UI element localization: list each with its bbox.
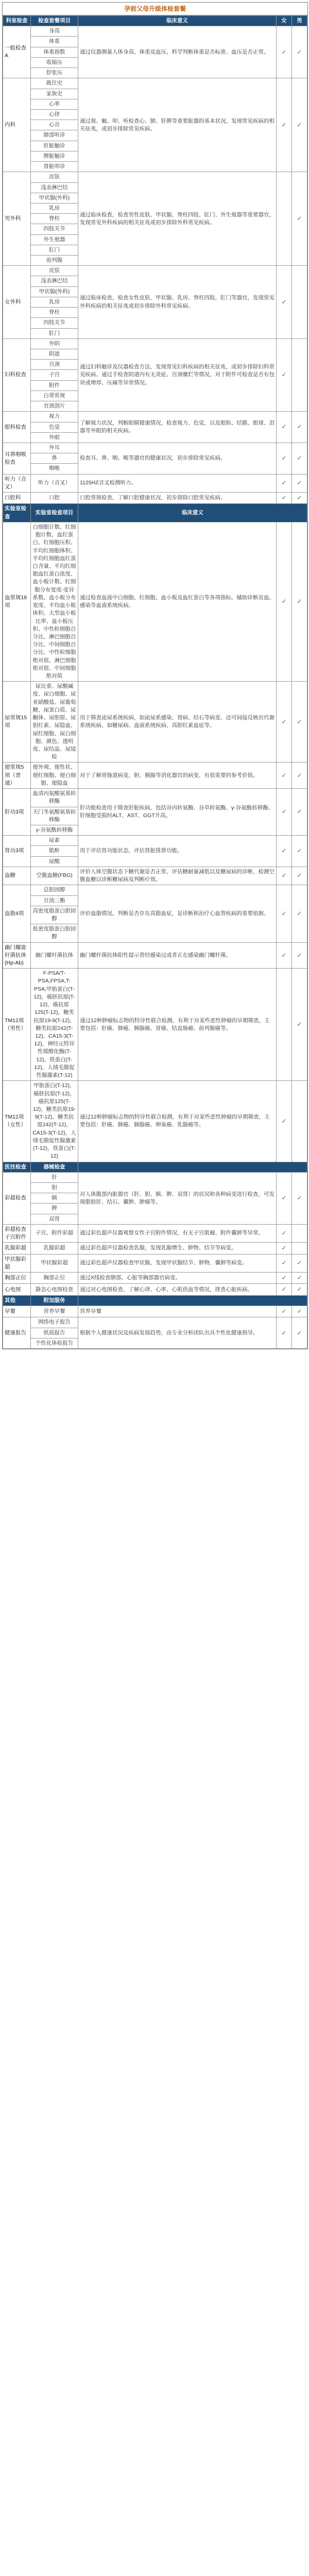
row-item: 甲状腺彩超 [31, 1254, 78, 1272]
row-item: 阴道 [31, 349, 78, 360]
male-check: ✓ [292, 969, 307, 1081]
female-check: ✓ [277, 1317, 292, 1349]
table-header [3, 16, 307, 26]
row-item: 舒张压 [31, 68, 78, 78]
table-row [3, 78, 307, 89]
row-item: 脾 [31, 1204, 78, 1214]
table-row [3, 789, 307, 807]
male-check: ✓ [292, 1284, 307, 1295]
female-check: ✓ [277, 338, 292, 412]
female-check: ✓ [277, 836, 292, 867]
male-check: ✓ [292, 172, 307, 266]
row-item: 附件 [31, 380, 78, 391]
row-category: TM12项（女性） [3, 1081, 31, 1162]
row-item: 胆 [31, 1182, 78, 1193]
row-item: 肺部听诊 [31, 130, 78, 141]
row-meaning: 营养早餐 [78, 1306, 277, 1317]
row-category: 内科 [3, 78, 31, 172]
male-check: ✓ [292, 1306, 307, 1317]
table-row [3, 1306, 307, 1317]
female-check: ✓ [277, 493, 292, 504]
row-item: 肝 [31, 1172, 78, 1182]
row-item: 肾脏叩诊 [31, 162, 78, 172]
row-item: 四肢关节 [31, 318, 78, 328]
male-check: ✓ [292, 522, 307, 681]
table-row [3, 836, 307, 846]
header-male: 男 [292, 16, 307, 26]
row-item: 家族史 [31, 89, 78, 99]
row-category: 彩超检查 [3, 1172, 31, 1224]
row-item: 咽喉 [31, 464, 78, 474]
male-check: ✓ [292, 867, 307, 885]
row-meaning: 评价血脂情况，判断是否存在高脂血症，是诊断和治疗心血管疾病的重要依据。 [78, 885, 277, 942]
male-check [292, 1081, 307, 1162]
exam-table [3, 15, 307, 1349]
male-check: ✓ [292, 26, 307, 78]
row-item: 脾脏触诊 [31, 151, 78, 161]
section-category: 实验室检查 [3, 504, 31, 522]
row-item: 四肢关节 [31, 224, 78, 234]
female-check [277, 172, 292, 266]
row-item: 浅表淋巴结 [31, 182, 78, 193]
row-meaning: 根据个人健康状况及疾病发展趋势，由专业分析团队出具个性化健康指导。 [78, 1317, 277, 1349]
row-meaning: 通过12种肿瘤标志物的特异性联合检测，有利于对某些恶性肿瘤的早期筛查，主要包括：肝癌、肺癌、胰腺癌、胃癌、结直肠癌、前列腺癌等。 [78, 969, 277, 1081]
row-item: 脊柱 [31, 308, 78, 318]
row-item: 乳房 [31, 203, 78, 213]
row-item: 视力 [31, 412, 78, 422]
row-meaning: 通过彩色超声仪器检查乳腺，发现乳腺增生、肿物、结节等病变。 [78, 1243, 277, 1254]
section-item: 器械检查 [31, 1162, 78, 1172]
row-category: 一般检查A [3, 26, 31, 78]
row-meaning: 通过检查血液中白细胞、红细胞、血小板及血红蛋白等各项指标，辅助诊断贫血、感染等血液系统疾病。 [78, 522, 277, 681]
row-meaning: 口腔常规检查，了解口腔健康状况，初步排除口腔常见疾病。 [78, 493, 277, 504]
row-item: 低密度脂蛋白胆固醇 [31, 924, 78, 942]
row-item: 空腹血糖(FBG) [31, 867, 78, 885]
row-meaning: 幽门螺杆菌抗体阳性提示曾经感染过或者正在感染幽门螺杆菌。 [78, 942, 277, 969]
female-check: ✓ [277, 1273, 292, 1284]
row-item: 便外观、便性状、便红细胞、便白细胞、便隐血 [31, 762, 78, 789]
table-row [3, 1317, 307, 1328]
row-meaning: 了解视力状况，判断眼睛健康情况，检查视力、色觉，以及眼睑、结膜、眼球、泪器等外眼的相关疾病。 [78, 412, 277, 443]
row-item: 外耳 [31, 443, 78, 453]
male-check: ✓ [292, 762, 307, 789]
female-check: ✓ [277, 1172, 292, 1224]
table-row [3, 412, 307, 422]
female-check: ✓ [277, 762, 292, 789]
female-check: ✓ [277, 942, 292, 969]
row-item: 甘油三酯 [31, 895, 78, 906]
row-category: 血常规18项 [3, 522, 31, 681]
section-item: 附加服务 [31, 1295, 78, 1306]
row-category: 眼科检查 [3, 412, 31, 443]
table-row [3, 493, 307, 504]
table-row [3, 26, 307, 37]
section-meaning [78, 1162, 307, 1172]
row-item: 心律 [31, 109, 78, 120]
table-row [3, 682, 307, 762]
header-category: 科室检查 [3, 16, 31, 26]
section-header [3, 504, 307, 522]
row-category: 妇科检查 [3, 338, 31, 412]
row-item: 皮肤 [31, 172, 78, 182]
row-category: 肾功3项 [3, 836, 31, 867]
female-check: ✓ [277, 789, 292, 836]
male-check: ✓ [292, 836, 307, 867]
row-meaning: 通过临床检查，检查男性皮肤、甲状腺、脊柱四肢、肛门、外生殖器等重要器官，发现常见外科疾病的相关征兆或初步排除外科常见疾病。 [78, 172, 277, 266]
female-check: ✓ [277, 682, 292, 762]
male-check: ✓ [292, 942, 307, 969]
row-item: 静态心电图检查 [31, 1284, 78, 1295]
table-row [3, 338, 307, 349]
row-item: 官颈刮片 [31, 401, 78, 412]
row-meaning: 用于筛查泌尿系统疾病，如泌尿系感染、肾病、结石等病变，还可间接反映出代谢系统疾病、如糖尿病、血液系统疾病、高胆红素血症等。 [78, 682, 277, 762]
female-check: ✓ [277, 1243, 292, 1254]
male-check: ✓ [292, 493, 307, 504]
row-item: 浅表淋巴结 [31, 276, 78, 286]
section-header [3, 1295, 307, 1306]
male-check [292, 266, 307, 339]
section-item: 实验室检查项目 [31, 504, 78, 522]
row-category: 听力（音叉） [3, 474, 31, 492]
table-row [3, 474, 307, 492]
row-item: 胸部正位 [31, 1273, 78, 1284]
female-check: ✓ [277, 867, 292, 885]
row-category: 肝功3项 [3, 789, 31, 836]
row-item: 尿比重、尿酸碱度、尿白细胞、尿亚硝酸盐、尿葡萄糖、尿蛋白质、尿酮体、尿胆原、尿胆红素、尿隐血、尿红细胞、尿白细胞、颜色、透明度、尿结晶、尿镜检 [31, 682, 78, 762]
row-meaning: 检查耳、鼻、咽、喉等器官的健康状况，初步排除常见疾病。 [78, 443, 277, 474]
row-meaning: 1125HZ音叉检测听力。 [78, 474, 277, 492]
row-meaning: 通过临床检查，检查女性皮肤、甲状腺、乳房、脊柱四肢，肛门等器官，发现常见外科疾病的相关征兆或初步排除外科常见疾病。 [78, 266, 277, 339]
female-check: ✓ [277, 26, 292, 78]
table-row [3, 522, 307, 681]
female-check: ✓ [277, 522, 292, 681]
row-item: 前列腺 [31, 256, 78, 266]
section-meaning [78, 1295, 307, 1306]
male-check [292, 1243, 307, 1254]
table-row [3, 1273, 307, 1284]
row-item: 宫颈 [31, 360, 78, 370]
male-check: ✓ [292, 474, 307, 492]
row-item: 口腔 [31, 493, 78, 504]
row-item: 网络电子报告 [31, 1317, 78, 1328]
page-title: 孕前父母升级体检套餐 [3, 3, 307, 15]
row-item: 外阴 [31, 338, 78, 349]
table-row [3, 1172, 307, 1182]
row-meaning: 通过对心电图检查，了解心律、心率、心肌供血等情况，排查心脏疾病。 [78, 1284, 277, 1295]
row-item: F-PSA/T-PSA,FPSA,T-PSA,甲胎蛋白(T-12)，癌胚抗原(T-12)，癌抗原125(T-12)，糖类抗原19-9(T-12)，糖类抗原242(T-12)，CA15-3(T-12)，神经元特异性烯醇化酶(T-12)，铁蛋白(T-12)，人绒毛膜促性腺激素(T-12) [31, 969, 78, 1081]
row-item: 肛门 [31, 328, 78, 338]
female-check: ✓ [277, 1306, 292, 1317]
row-category: 女外科 [3, 266, 31, 339]
row-item: 色觉 [31, 422, 78, 432]
header-item: 检查套餐项目 [31, 16, 78, 26]
header-meaning: 临床意义 [78, 16, 277, 26]
row-category: 血糖 [3, 867, 31, 885]
table-row [3, 443, 307, 453]
table-row [3, 1284, 307, 1295]
row-meaning: 通过X线检查肺部、心脏等胸部器官病变。 [78, 1273, 277, 1284]
row-item: 外生殖器 [31, 234, 78, 245]
table-row [3, 762, 307, 789]
row-item: 肛门 [31, 245, 78, 255]
row-category: TM12项（男性） [3, 969, 31, 1081]
row-item: 心音 [31, 120, 78, 130]
female-check: ✓ [277, 1081, 292, 1162]
row-item: 听力（音叉） [31, 474, 78, 492]
male-check: ✓ [292, 412, 307, 443]
row-item: 子宫、附件彩超 [31, 1224, 78, 1242]
row-meaning: 对于了解胃肠道病变，胆、胰腺等消化器官的病变，有很重要的参考价值。 [78, 762, 277, 789]
row-meaning: 用于评估肾功能状态，评估肾脏排泄功能。 [78, 836, 277, 867]
male-check: ✓ [292, 1273, 307, 1284]
table-row [3, 969, 307, 1081]
row-category: 早餐 [3, 1306, 31, 1317]
row-item: 总胆固醇 [31, 885, 78, 895]
table-row [3, 942, 307, 969]
table-row [3, 1224, 307, 1242]
female-check: ✓ [277, 1254, 292, 1272]
table-row [3, 266, 307, 276]
female-check: ✓ [277, 1224, 292, 1242]
row-item: 心率 [31, 99, 78, 109]
row-category: 心电图 [3, 1284, 31, 1295]
male-check: ✓ [292, 1317, 307, 1349]
male-check: ✓ [292, 443, 307, 474]
row-meaning: 肝功能检查用于筛查肝脏疾病，包括谷丙转氨酶、谷草转氨酶、γ-谷氨酰转移酶、肝细胞受损时ALT、AST、GGT升高。 [78, 789, 277, 836]
row-meaning: 通过12种肿瘤标志物的特异性联合检测，有利于对某些恶性肿瘤的早期筛查，主要包括：肝癌、肺癌、胰腺癌、卵巢癌、乳腺癌等。 [78, 1081, 277, 1162]
row-item: 子宫 [31, 370, 78, 380]
table-row [3, 867, 307, 885]
row-item: 纸质报告 [31, 1328, 78, 1338]
section-category: 其他 [3, 1295, 31, 1306]
row-meaning: 通过仪器测量人体身高、体重及血压，科学判断体重是否标准、血压是否正常。 [78, 26, 277, 78]
row-item: 乳房 [31, 297, 78, 307]
female-check: ✓ [277, 412, 292, 443]
row-item: 外眼 [31, 432, 78, 443]
row-category: 口腔科 [3, 493, 31, 504]
row-item: 身高 [31, 26, 78, 37]
row-category: 便常规5项（普通） [3, 762, 31, 789]
row-meaning: 通过妇科触诊及仪器检查方法，发现常见妇科疾病的相关征兆，或初步排除妇科常见疾病。通过手检查阴道内有无炎症、宫颈糜烂等情况，对于附件可检查是否有包块或增厚、压痛等异常情况。 [78, 338, 277, 412]
row-item: 脊柱 [31, 214, 78, 224]
female-check: ✓ [277, 78, 292, 172]
section-meaning: 临床意义 [78, 504, 307, 522]
row-category: 甲状腺彩超 [3, 1254, 31, 1272]
row-item: 肌酐 [31, 846, 78, 856]
row-item: 鼻 [31, 453, 78, 464]
row-category: 健康报告 [3, 1317, 31, 1349]
row-item: 体重 [31, 37, 78, 47]
table-row [3, 1243, 307, 1254]
row-category: 彩超检查 子宫附件 [3, 1224, 31, 1242]
female-check: ✓ [277, 443, 292, 474]
row-item: 白带常规 [31, 391, 78, 401]
row-item: 白细胞计数、红细胞计数、血红蛋白、红细胞压积、平均红细胞体积、平均红细胞血红蛋白含量、平均红细胞血红蛋白浓度、血小板计数、红细胞分布宽度-变异系数、血小板分布宽度、平均血小板体积、大型血小板比率、血小板压积、中性粒细胞百分比、淋巴细胞百分比、中间细胞百分比、中性粒细胞绝对值、淋巴细胞绝对值、中间细胞绝对值 [31, 522, 78, 681]
row-meaning: 评价人体空腹状态下糖代谢是否正常，评估糖耐量减低以及糖尿病的诊断，检测空腹血糖以诊断糖尿病及判断疗效。 [78, 867, 277, 885]
male-check: ✓ [292, 78, 307, 172]
row-item: 幽门螺杆菌抗体 [31, 942, 78, 969]
row-item: 甲胎蛋白(T-12)，癌胚抗原(T-12)，癌抗原125(T-12)，糖类抗原19-9(T-12)，糖类抗原242(T-12)，CA15-3(T-12)，人绒毛膜促性腺激素(T-12)，铁蛋白(T-12) [31, 1081, 78, 1162]
row-item: 个性化体检报告 [31, 1338, 78, 1348]
row-item: 甲状腺(外科) [31, 286, 78, 297]
row-item: 肝脏触诊 [31, 141, 78, 151]
row-item: 尿酸 [31, 856, 78, 867]
row-item: 既往史 [31, 78, 78, 89]
row-item: 高密度脂蛋白胆固醇 [31, 906, 78, 924]
row-item: 尿素 [31, 836, 78, 846]
row-item: 乳腺彩超 [31, 1243, 78, 1254]
row-category: 乳腺彩超 [3, 1243, 31, 1254]
male-check: ✓ [292, 1254, 307, 1272]
row-category: 胸部正位 [3, 1273, 31, 1284]
row-item: 甲状腺(外科) [31, 193, 78, 203]
section-header [3, 1162, 307, 1172]
exam-package-sheet [2, 2, 308, 1349]
male-check: ✓ [292, 682, 307, 762]
female-check: ✓ [277, 885, 292, 942]
table-body [3, 26, 307, 1349]
row-item: 营养早餐 [31, 1306, 78, 1317]
row-category: 耳鼻咽喉检查 [3, 443, 31, 474]
row-item: 皮肤 [31, 266, 78, 276]
row-item: 收缩压 [31, 57, 78, 67]
female-check: ✓ [277, 474, 292, 492]
row-category: 男外科 [3, 172, 31, 266]
table-row [3, 1254, 307, 1272]
row-item: 双肾 [31, 1214, 78, 1224]
row-category: 血脂4项 [3, 885, 31, 942]
male-check [292, 1224, 307, 1242]
male-check: ✓ [292, 885, 307, 942]
row-item: 血清丙氨酸氨基转移酶 [31, 789, 78, 807]
female-check [277, 969, 292, 1081]
table-row [3, 172, 307, 182]
row-meaning: 通过视、触、叩、听检查心、肺、肝脾等重要脏器的基本状况，发现常见疾病的相关征兆，或初步排除常见疾病。 [78, 78, 277, 172]
section-category: 医技检查 [3, 1162, 31, 1172]
female-check: ✓ [277, 1284, 292, 1295]
row-item: 胰 [31, 1193, 78, 1204]
row-meaning: 通过彩色超声仪器检查甲状腺，发现甲状腺结节、肿物、囊肿等病变。 [78, 1254, 277, 1272]
row-item: 天门冬氨酸氨基转移酶 [31, 807, 78, 825]
male-check: ✓ [292, 789, 307, 836]
table-row [3, 1081, 307, 1162]
row-category: 尿常规15项 [3, 682, 31, 762]
female-check: ✓ [277, 266, 292, 339]
row-meaning: 对人体腹部内脏器官（肝、胆、胰、脾、双肾）的状况和各种病变进行检查，可发现脂肪肝、结石、囊肿、肿瘤等。 [78, 1172, 277, 1224]
male-check: ✓ [292, 1172, 307, 1224]
row-meaning: 通过彩色超声仪器观察女性子宫附件情况，有无子宫肌瘤、附件囊肿等异常。 [78, 1224, 277, 1242]
header-female: 女 [277, 16, 292, 26]
row-item: γ-谷氨酰转移酶 [31, 825, 78, 835]
male-check [292, 338, 307, 412]
table-row [3, 885, 307, 895]
row-item: 体重指数 [31, 47, 78, 57]
row-category: 幽门螺旋杆菌抗体(Hp-Ab) [3, 942, 31, 969]
